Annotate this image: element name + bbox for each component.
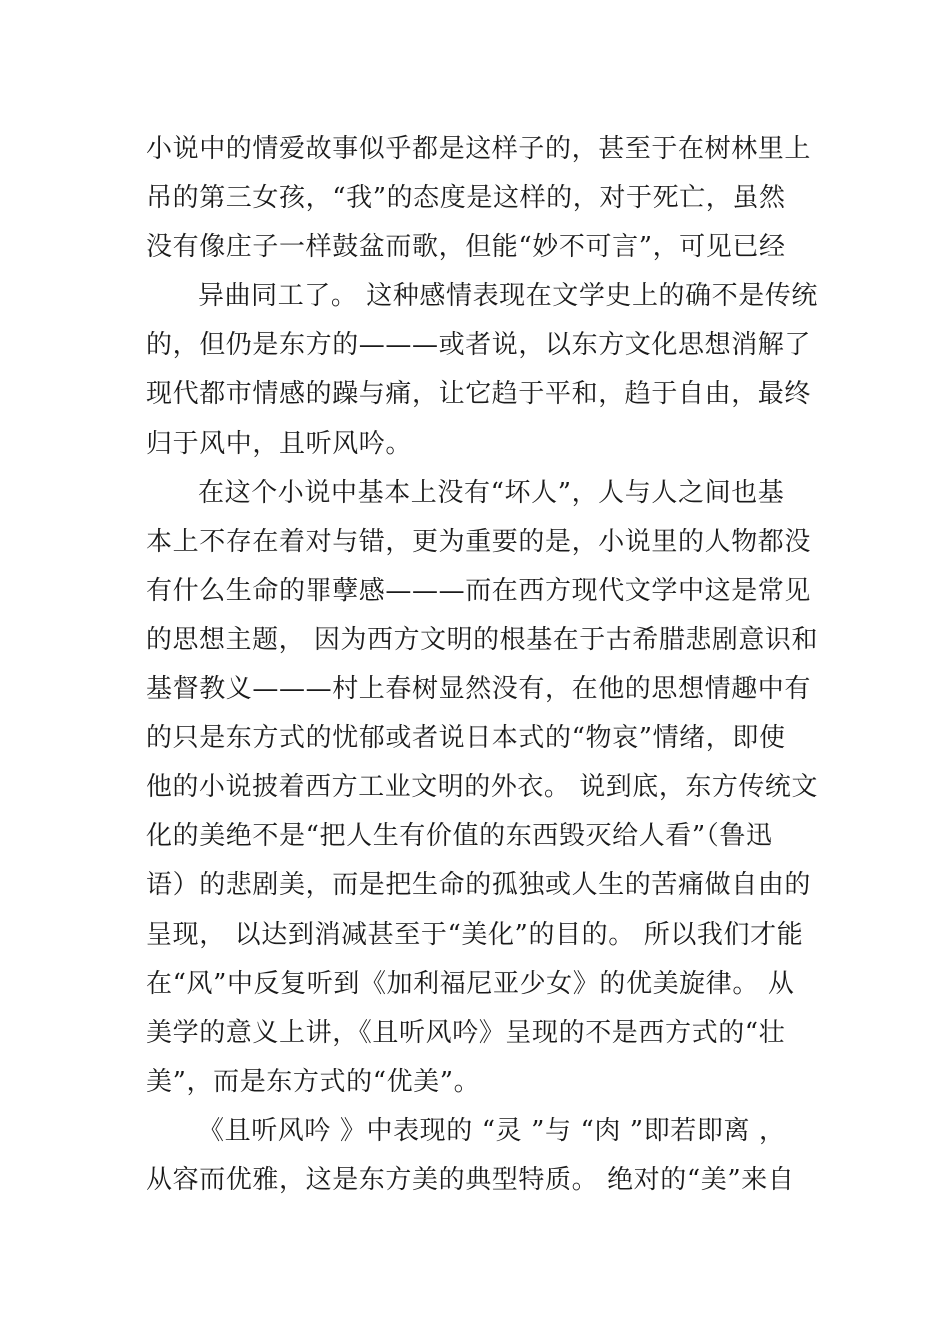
- text-line: 他的小说披着西方工业文明的外衣。 说到底，东方传统文: [146, 772, 818, 803]
- text-line: 基督教义———村上春树显然没有，在他的思想情趣中有: [146, 674, 812, 705]
- text-line: 现代都市情感的躁与痛，让它趋于平和，趋于自由，最终: [146, 379, 812, 410]
- text-line: 美”，而是东方式的“优美”。: [146, 1066, 481, 1097]
- text-line: 《且听风吟 》中表现的 “灵 ”与 “肉 ”即若即离 ，: [198, 1115, 786, 1146]
- text-line: 的思想主题， 因为西方文明的根基在于古希腊悲剧意识和: [146, 624, 818, 655]
- text-line: 没有像庄子一样鼓盆而歌，但能“妙不可言”，可见已经: [146, 232, 786, 263]
- text-line: 异曲同工了。 这种感情表现在文学史上的确不是传统: [198, 281, 818, 312]
- text-line: 呈现， 以达到消减甚至于“美化”的目的。 所以我们才能: [146, 919, 804, 950]
- text-line: 小说中的情爱故事似乎都是这样子的，甚至于在树林里上: [146, 134, 812, 164]
- text-line: 吊的第三女孩，“我”的态度是这样的，对于死亡，虽然: [146, 183, 786, 214]
- text-line: 语）的悲剧美，而是把生命的孤独或人生的苦痛做自由的: [146, 870, 812, 901]
- text-line: 从容而优雅，这是东方美的典型特质。 绝对的“美”来自: [146, 1164, 795, 1195]
- text-line: 美学的意义上讲，《且听风吟》呈现的不是西方式的“壮: [146, 1017, 786, 1048]
- text-line: 归于风中，且听风吟。: [146, 428, 413, 459]
- text-line: 本上不存在着对与错，更为重要的是，小说里的人物都没: [146, 526, 812, 557]
- text-line: 化的美绝不是“把人生有价值的东西毁灭给人看”（鲁迅: [146, 821, 773, 852]
- text-line: 的只是东方式的忧郁或者说日本式的“物哀”情绪，即使: [146, 723, 786, 754]
- body-text: [146, 125, 818, 1205]
- text-line: 在这个小说中基本上没有“坏人”，人与人之间也基: [198, 477, 785, 508]
- text-line: 的，但仍是东方的———或者说，以东方文化思想消解了: [146, 330, 812, 361]
- text-line: 有什么生命的罪孽感———而在西方现代文学中这是常见: [146, 575, 812, 606]
- text-line: 在“风”中反复听到《加利福尼亚少女》的优美旋律。 从: [146, 968, 795, 999]
